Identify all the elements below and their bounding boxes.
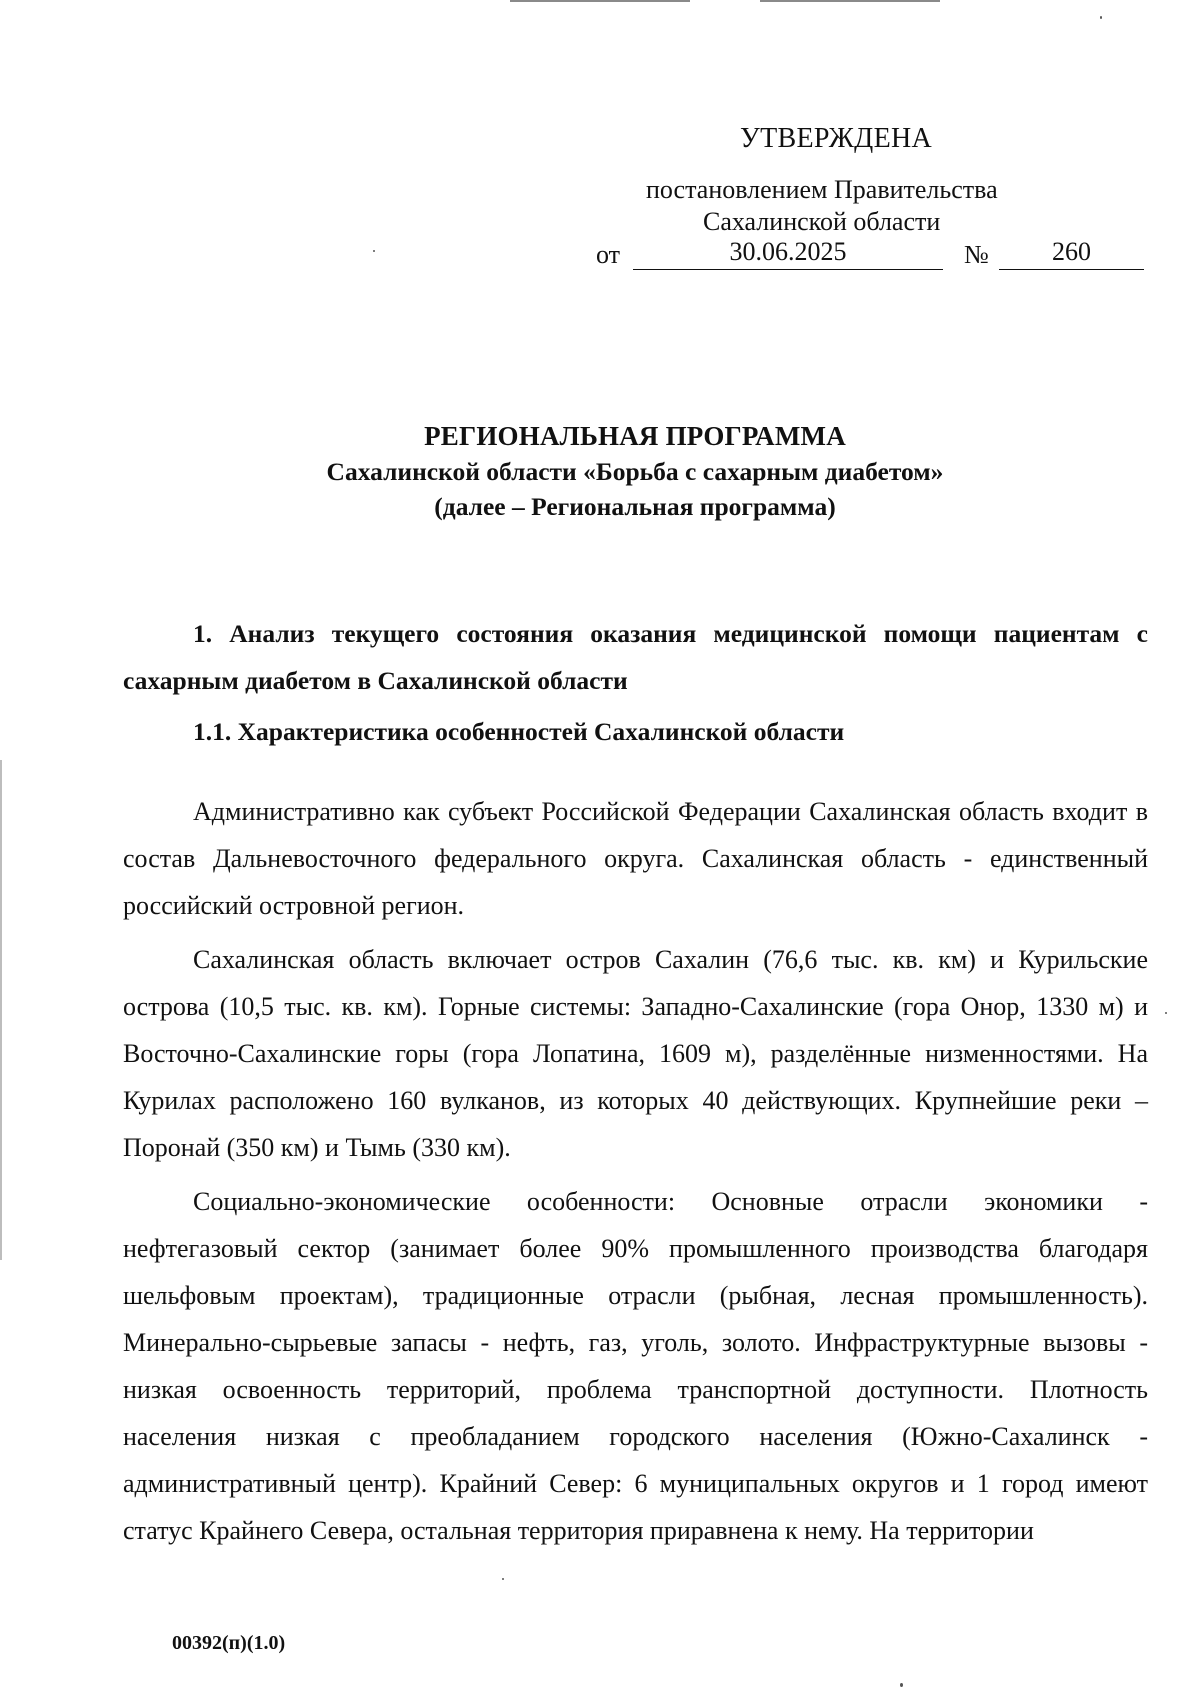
scan-speck (900, 1683, 903, 1687)
approval-title: УТВЕРЖДЕНА (740, 123, 933, 154)
title-sub-1: Сахалинской области «Борьба с сахарным диабетом» (326, 457, 944, 486)
approval-line-1: постановлением Правительства (646, 175, 998, 204)
approval-number: 260 (999, 237, 1144, 270)
paragraph: Сахалинская область включает остров Сахалин (76,6 тыс. кв. км) и Курильские острова (10,5 тыс. кв. км). Горные системы: Западно-Сахалинские (гора Онор, 1330 м) и Восточно-Сахалинские горы (гора Лопатина, 1609 м), разделённые низменностями. На Курилах расположено 160 вулканов, из которых 40 действующих. Крупнейшие реки – Поронай (350 км) и Тымь (330 км). (123, 945, 1148, 1162)
scan-artifact-line (510, 0, 690, 2)
approval-date: 30.06.2025 (633, 237, 943, 270)
section-heading: 1. Анализ текущего состояния оказания медицинской помощи пациентам с сахарным диабетом в Сахалинской области (123, 619, 1148, 695)
scan-artifact-edge (0, 760, 2, 1260)
scan-speck (1165, 1012, 1167, 1014)
scan-speck (502, 1578, 504, 1580)
title-main: РЕГИОНАЛЬНАЯ ПРОГРАММА (424, 421, 846, 451)
number-label: № (964, 240, 989, 269)
body-text (123, 788, 1148, 1561)
scan-speck (1100, 16, 1102, 19)
approval-line-2: Сахалинской области (703, 207, 941, 236)
title-sub-2: (далее – Региональная программа) (434, 492, 836, 521)
document-code: 00392(п)(1.0) (172, 1632, 286, 1654)
paragraph: Административно как субъект Российской Федерации Сахалинская область входит в состав Дальневосточного федерального округа. Сахалинская область - единственный российский островной регион. (123, 797, 1148, 920)
subsection-heading: 1.1. Характеристика особенностей Сахалинской области (193, 717, 845, 746)
approval-date-row (596, 237, 1146, 273)
scan-artifact-line (760, 0, 940, 2)
document-title (0, 418, 1200, 524)
date-from-label: от (596, 240, 621, 269)
scan-speck (373, 250, 375, 252)
paragraph: Социально-экономические особенности: Основные отрасли экономики - нефтегазовый сектор (занимает более 90% промышленного производства благодаря шельфовым проектам), традиционные отрасли (рыбная, лесная промышленность). Минерально-сырьевые запасы - нефть, газ, уголь, золото. Инфраструктурные вызовы - низкая освоенность территорий, проблема транспортной доступности. Плотность населения низкая с преобладанием городского населения (Южно-Сахалинск - административный центр). Крайний Север: 6 муниципальных округов и 1 город имеют статус Крайнего Севера, остальная территория приравнена к нему. На территории (123, 1187, 1148, 1545)
